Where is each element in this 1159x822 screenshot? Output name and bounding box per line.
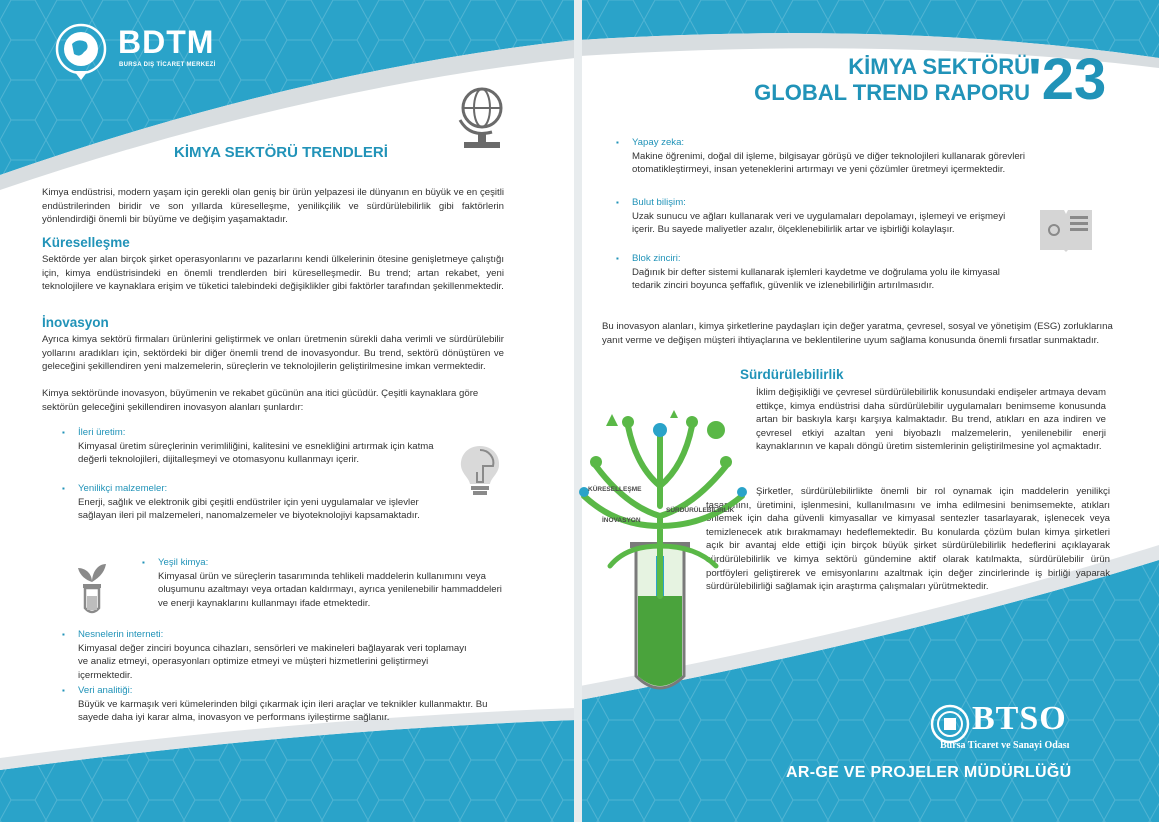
intro-paragraph: Kimya endüstrisi, modern yaşam için gerekli olan geniş bir ürün yelpazesi ile dünyanın en büyük ve en çeşitli endüstrilerinden biridir ve son yıllarda küreselleşme, yenilikçilik ve sürdürülebilirlik gibi faktörlerin yönlendirdiği önemli bir büyüme ve değişim yaşamaktadır. xyxy=(42,187,504,226)
book-icon xyxy=(1036,206,1096,254)
list-item xyxy=(632,136,1052,177)
esg-paragraph: Bu inovasyon alanları, kimya şirketlerine paydaşları için değer yaratma, çevresel, sosyal ve yönetişim (ESG) zorluklarına yanıt verme ve değişen müşteri ihtiyaçlarına ve beklentilerine uyum sağlama konusunda önemli fırsatlar sunmaktadır. xyxy=(602,321,1113,346)
innovation-text-2: Kimya sektöründe inovasyon, büyümenin ve rekabet gücünün ana itici gücüdür. Çeşitli kaynaklara göre sektörün geleceğini şekillendiren inovasyon alanları şunlardır: xyxy=(42,388,479,413)
btso-subtitle: Bursa Ticaret ve Sanayi Odası xyxy=(940,740,1070,751)
test-tube-plant-icon xyxy=(72,560,112,616)
tree-label-globalization: KÜRESELLEŞME xyxy=(588,486,642,493)
sustainability-text-2: Şirketler, sürdürülebilirlikte önemli bir rol oynamak için maddelerin yenilikçi tasarımını, üretimini, işlenmesini, kullanılmasını ve imha edilmesini benimsemekte, atıkları önlemek için daha güvenli kimyasallar ve kimyasal sentezler tasarlayarak, işlenecek veya temizlenecek atık bırakmamayı hedeflemektedir. Bu konularda çözüm bulan kimya şirketleri açık bir avantaj elde ettiği için birçok büyük şirket sürdürülebilirlik hedeflerini açıklayarak sürdürülebilirlik ve kimya sektörü gündemine aktif olarak katılmakta, sürdürülebilir ürün portföyleri geliştirerek ve emisyonlarını azaltmak için değer zincirlerinde iş birliği yaparak sürdürülebilirliği sağlamak için araştırma çalışmaları yürütmektedir. xyxy=(706,486,1110,593)
tree-label-innovation: İNOVASYON xyxy=(602,517,641,524)
list-item xyxy=(78,426,448,467)
innovation-heading: İnovasyon xyxy=(42,315,109,330)
sustainability-heading: Sürdürülebilirlik xyxy=(740,367,844,382)
list-item xyxy=(632,196,1012,237)
list-item xyxy=(632,252,1012,293)
list-item-text: Makine öğrenimi, doğal dil işleme, bilgisayar görüşü ve diğer teknolojileri kullanarak görevleri otomatikleştirmeyi, insan yeteneklerini artırmayı ve yeni çözümler üretmeyi içermektedir. xyxy=(632,150,1026,176)
list-item-title: ▪ Veri analitiği: xyxy=(78,684,498,698)
list-item-text: Kimyasal ürün ve süreçlerin tasarımında tehlikeli maddelerin kullanımını veya oluşumunu azaltmayı veya ortadan kaldırmayı, ayrıca yenilenebilir hammaddeleri ve enerji kaynaklarını kullanmayı ifade etmektedir. xyxy=(158,570,502,609)
report-year: '23 xyxy=(1028,47,1107,112)
list-item-title: ▪ Blok zinciri: xyxy=(632,252,1012,266)
bdtm-name: BDTM xyxy=(118,24,215,60)
left-page-title: KİMYA SEKTÖRÜ TRENDLERİ xyxy=(174,144,388,161)
tree-label-sustainability: SÜRDÜRÜLEBİLİRLİK xyxy=(666,507,735,514)
bdtm-subtitle: BURSA DIŞ TİCARET MERKEZİ xyxy=(119,62,216,68)
report-title xyxy=(700,54,1030,106)
globe-pin-icon xyxy=(52,22,110,82)
sustainability-tree-illustration xyxy=(566,396,756,700)
list-item-title: ▪ Nesnelerin interneti: xyxy=(78,628,478,642)
list-item xyxy=(78,628,478,682)
list-item-text: Enerji, sağlık ve elektronik gibi çeşitli endüstriler için yeni uygulamalar ve işlevler sağlayan ileri pil malzemeleri, nanomalzemeler ve biyoteknolojiyi kapsamaktadır. xyxy=(78,496,420,522)
department-name: AR-GE VE PROJELER MÜDÜRLÜĞÜ xyxy=(786,764,1072,781)
list-item-title: ▪ Bulut bilişim: xyxy=(632,196,1012,210)
btso-name: BTSO xyxy=(972,700,1067,737)
btso-logo xyxy=(930,702,1120,758)
list-item-title: ▪ Yapay zeka: xyxy=(632,136,1052,150)
globalization-heading: Küreselleşme xyxy=(42,235,130,250)
list-item-title: ▪ Yeşil kimya: xyxy=(158,556,508,570)
list-item-text: Dağınık bir defter sistemi kullanarak işlemleri kaydetme ve doğrulama yolu ile kimyasal tedarik zinciri boyunca şeffaflık, güvenlik ve izlenebilirliğin artırılmasıdır. xyxy=(632,266,1000,292)
list-item-title: ▪ İleri üretim: xyxy=(78,426,448,440)
bdtm-logo xyxy=(52,22,232,82)
list-item xyxy=(158,556,508,610)
sustainability-text-1: İklim değişikliği ve çevresel sürdürülebilirlik konusundaki endişeler artmaya devam ettikçe, kimya endüstrisi daha sürdürülebilir uygulamaları benimseme konusunda artan bir baskıyla karşı karşıya kalmaktadır. Bu trend, atıkları en aza indiren ve çevresel etkiyi azaltan yeni biyobazlı malzemelerin, yenilenebilir enerji kaynaklarının ve kapalı döngü üretim sistemlerinin geliştirilmesine yol açmaktadır. xyxy=(756,387,1106,453)
list-item xyxy=(78,684,498,725)
list-item-text: Büyük ve karmaşık veri kümelerinden bilgi çıkarmak için ileri araçlar ve teknikler kullanmaktır. Bu sayede daha iyi karar alma, inovasyon ve performans iyileştirme sağlanır. xyxy=(78,698,488,724)
globe-stand-icon xyxy=(450,80,514,152)
list-item-title: ▪ Yenilikçi malzemeler: xyxy=(78,482,448,496)
innovation-text-1: Ayrıca kimya sektörü firmaları ürünlerini geliştirmek ve onları üretmenin sürekli daha verimli ve sürdürülebilir yollarını aradıkları için, sektördeki bir diğer önemli trend de inovasyondur. Bu trend, sektörü dönüştüren ve geleceğini şekillendiren yeni malzemelerin, süreçlerin ve teknolojilerin geliştirilmesine imkan vermektedir. xyxy=(42,334,504,373)
lightbulb-brain-icon xyxy=(455,442,505,498)
btso-emblem-icon xyxy=(930,704,970,744)
list-item-text: Kimyasal değer zinciri boyunca cihazları, sensörleri ve makineleri bağlayarak veri toplamayı ve analiz etmeyi, operasyonları optimize etmeyi ve müşteri hizmetlerini geliştirmeyi içermektedir. xyxy=(78,642,467,681)
report-title-line1: KİMYA SEKTÖRÜ xyxy=(848,54,1030,79)
list-item xyxy=(78,482,448,523)
list-item-text: Uzak sunucu ve ağları kullanarak veri ve uygulamaları depolamayı, işlemeyi ve erişmeyi içerir. Bu sayede maliyetler azalır, ölçeklenebilirlik artar ve işbirliği kolaylaşır. xyxy=(632,210,1006,236)
list-item-text: Kimyasal üretim süreçlerinin verimliliğini, kalitesini ve esnekliğini artırmak için katma değerli teknolojileri, dijitalleşmeyi ve otomasyonu kullanmayı içerir. xyxy=(78,440,434,466)
globalization-text: Sektörde yer alan birçok şirket operasyonlarını ve pazarlarını kendi ülkelerinin ötesine genişletmeye çalıştığı için, kimya endüstrisindeki en önemli trendlerden biri küreselleşmedir. Bu trend; artan rekabet, yeni teknolojilere ve kaynaklara erişim ve tüketici talebindeki değişiklikler gibi faktörler tarafından şekillenmektedir. xyxy=(42,254,504,293)
report-title-line2: GLOBAL TREND RAPORU xyxy=(754,80,1030,105)
